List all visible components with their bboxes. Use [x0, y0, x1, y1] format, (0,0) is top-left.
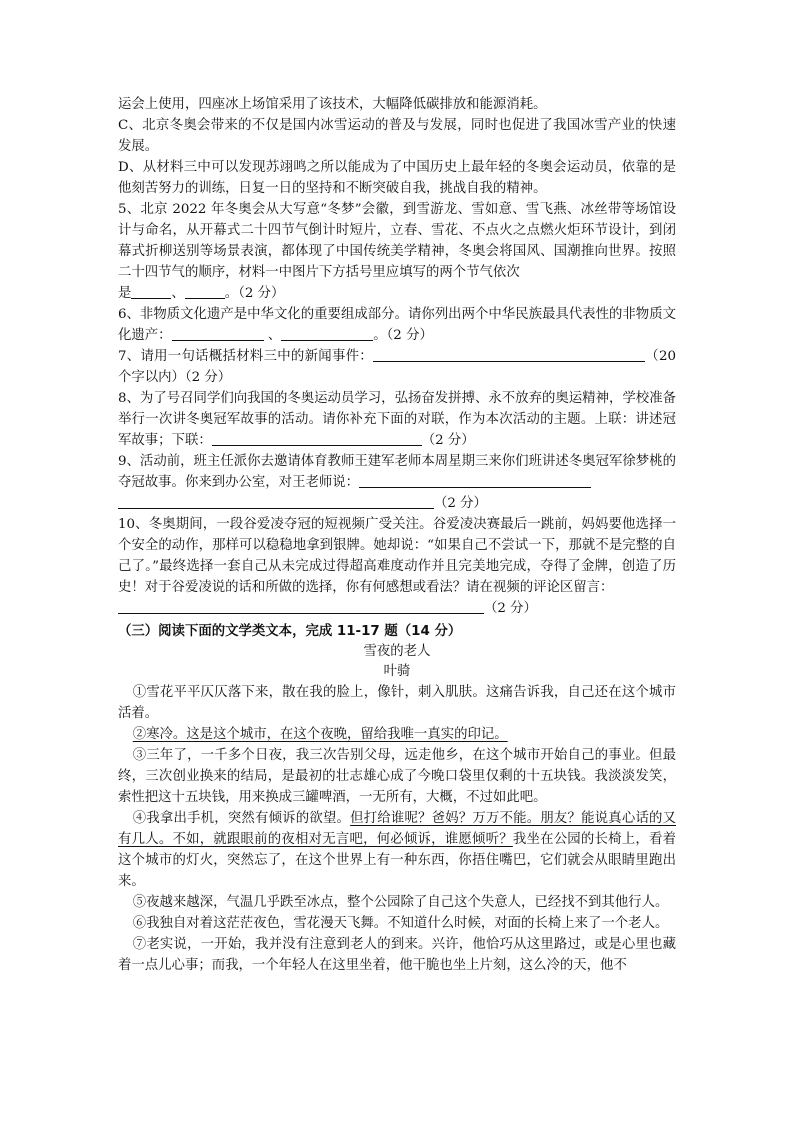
paragraph-1: ①雪花平平仄仄落下来，散在我的脸上，像针，刺入肌肤。这痛告诉我，自己还在这个城市活着。	[118, 685, 676, 721]
answer-blank[interactable]	[118, 494, 434, 509]
paragraph-7: ⑦老实说，一开始，我并没有注意到老人的到来。兴许，他恰巧从这里路过，或是心里也藏着一点儿心事；而我，一个年轻人在这里坐着，他干脆也坐上片刻，这么冷的天，他不	[118, 937, 676, 973]
option-c-continued: 运会上使用，四座冰上场馆采用了该技术，大幅降低碳排放和能源消耗。	[118, 97, 547, 112]
answer-blank[interactable]	[212, 431, 422, 446]
answer-blank[interactable]	[172, 326, 264, 341]
answer-blank[interactable]	[185, 284, 225, 299]
option-c: C、北京冬奥会带来的不仅是国内冰雪运动的普及与发展，同时也促进了我国冰雪产业的快速发展。	[118, 118, 676, 154]
paragraph-3: ③三年了，一千多个日夜，我三次告别父母，远走他乡，在这个城市开始自己的事业。但最终，三次创业换来的结局，是最初的壮志雄心成了今晚口袋里仅剩的十五块钱。我淡淡发笑，索性把这十五块钱，用来换成三罐啤酒，一无所有，大概，不过如此吧。	[118, 748, 676, 805]
answer-blank[interactable]	[131, 284, 171, 299]
article-title: 雪夜的老人	[363, 644, 431, 659]
question-9: 9、活动前，班主任派你去邀请体育教师王建军老师本周星期三来你们班讲述冬奥冠军徐梦桃的夺冠故事。你来到办公室，对王老师说： （2 分）	[118, 454, 676, 511]
answer-blank[interactable]	[373, 347, 645, 362]
article-author: 叶骑	[383, 664, 411, 679]
answer-blank[interactable]	[118, 599, 484, 614]
option-d: D、从材料三中可以发现苏翊鸣之所以能成为了中国历史上最年轻的冬奥会运动员，依靠的是他刻苦努力的训练，日复一日的坚持和不断突破自我，挑战自我的精神。	[118, 160, 676, 196]
question-7: 7、请用一句话概括材料三中的新闻事件： （20个字以内）（2 分）	[118, 349, 676, 385]
paragraph-4: ④我拿出手机，突然有倾诉的欲望。但打给谁呢？爸妈？万万不能。朋友？能说真心话的又有几人。不如，就跟眼前的夜相对无言吧，何必倾诉，谁愿倾听？我坐在公园的长椅上，看着这个城市的灯火，突然忘了，在这个世界上有一种东西，你捂住嘴巴，它们就会从眼睛里跑出来。	[118, 811, 677, 889]
paragraph-6: ⑥我独自对着这茫茫夜色，雪花漫天飞舞。不知道什么时候，对面的长椅上来了一个老人。	[132, 916, 669, 931]
paragraph-2: ②寒冷。这是这个城市，在这个夜晚，留给我唯一真实的印记。	[132, 727, 508, 742]
paragraph-5: ⑤夜越来越深，气温几乎跌至冰点，整个公园除了自己这个失意人，已经找不到其他行人。	[132, 895, 669, 910]
question-8: 8、为了号召同学们向我国的冬奥运动员学习，弘扬奋发拼搏、永不放弃的奥运精神，学校准备举行一次讲冬奥冠军故事的活动。请你补充下面的对联，作为本次活动的主题。上联：讲述冠军故事；下联： （2 分）	[118, 391, 676, 448]
section-heading: （三）阅读下面的文学类文本，完成 11-17 题（14 分）	[118, 624, 462, 639]
question-6: 6、非物质文化遗产是中华文化的重要组成部分。请你列出两个中华民族最具代表性的非物质文化遗产： 、 。（2 分）	[118, 307, 676, 343]
document-page	[118, 94, 676, 976]
question-5: 5、北京 2022 年冬奥会从大写意“冬梦”会徽，到雪游龙、雪如意、雪飞燕、冰丝带等场馆设计与命名，从开幕式二十四节气倒计时短片，立春、雪花、不点火之点燃火炬环节设计，到闭幕式折柳送别等场景表演，都体现了中国传统美学精神，冬奥会将国风、国潮推向世界。按照二十四节气的顺序，材料一中图片下方括号里应填写的两个节气依次 是 、 。（2 分）	[118, 202, 676, 301]
answer-blank[interactable]	[281, 326, 373, 341]
answer-blank[interactable]	[359, 473, 591, 488]
question-10: 10、冬奥期间，一段谷爱凌夺冠的短视频广受关注。谷爱凌决赛最后一跳前，妈妈要他选择一个安全的动作，那样可以稳稳地拿到银牌。她却说：“如果自己不尝试一下，那就不是完整的自己了。”最终选择一套自己从未完成过得超高难度动作并且完美地完成，夺得了金牌，创造了历史！对于谷爱凌说的话和所做的选择，你有何感想或看法？请在视频的评论区留言： （2 分）	[118, 517, 676, 616]
